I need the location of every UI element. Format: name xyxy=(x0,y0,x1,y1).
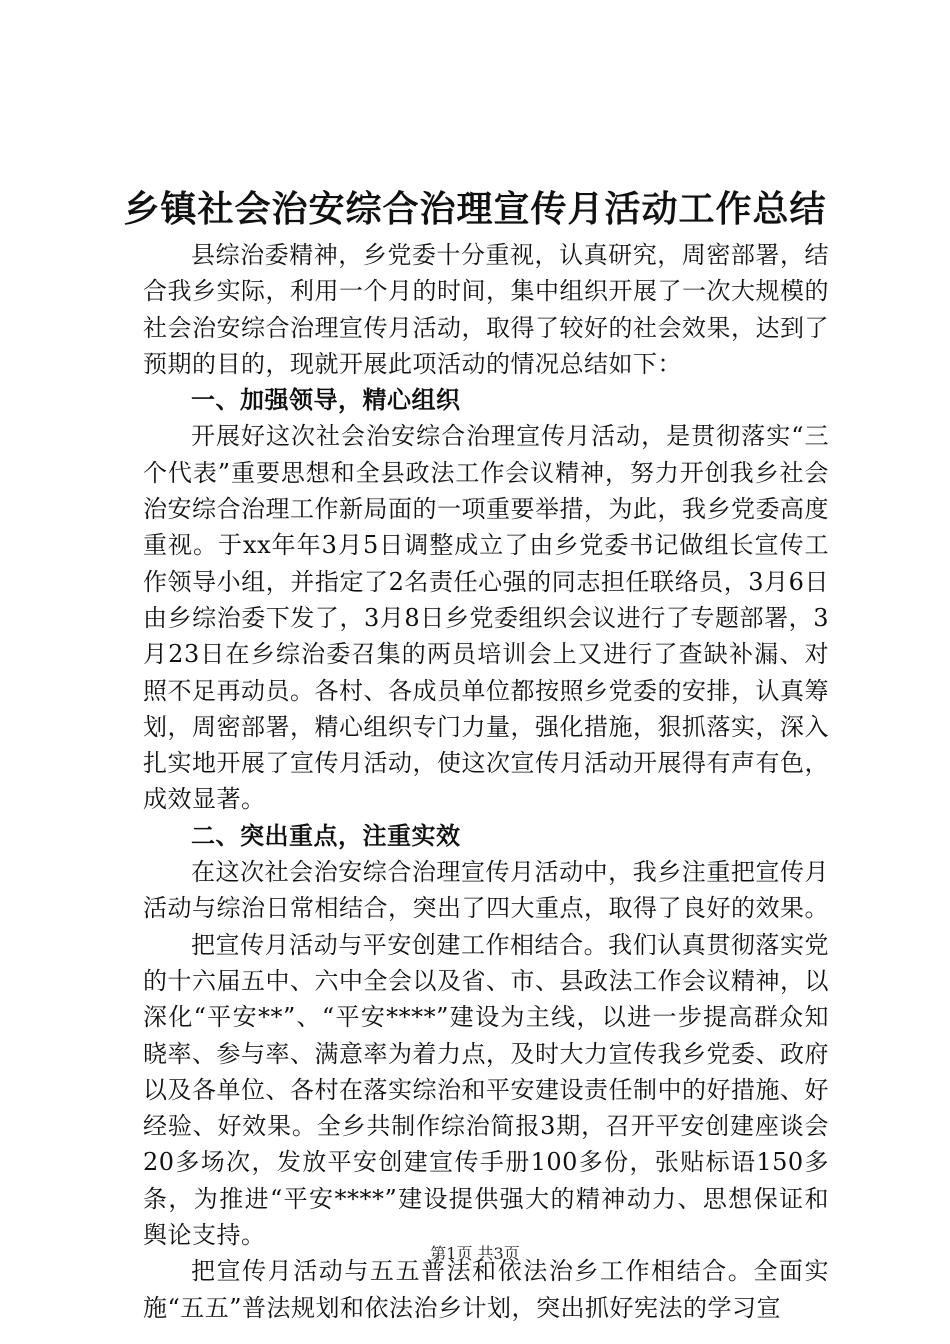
page-footer: 第1页 共3页 xyxy=(430,1244,520,1263)
section-2-paragraph-3: 把宣传月活动与五五普法和依法治乡工作相结合。全面实施“五五”普法规划和依法治乡计划，突出抓好宪法的学习宣 xyxy=(143,1257,829,1322)
section-2-paragraph-1: 在这次社会治安综合治理宣传月活动中，我乡注重把宣传月活动与综治日常相结合，突出了四大重点，取得了良好的效果。 xyxy=(143,858,829,923)
intro-paragraph: 县综治委精神，乡党委十分重视，认真研究，周密部署，结合我乡实际，利用一个月的时间，集中组织开展了一次大规模的社会治安综合治理宣传月活动，取得了较好的社会效果，达到了预期的目的，现就开展此项活动的情况总结如下： xyxy=(143,241,829,378)
section-1-paragraph: 开展好这次社会治安综合治理宣传月活动，是贯彻落实“三个代表”重要思想和全县政法工作会议精神，努力开创我乡社会治安综合治理工作新局面的一项重要举措，为此，我乡党委高度重视。于xx年年3月5日调整成立了由乡党委书记做组长宣传工作领导小组，并指定了2名责任心强的同志担任联络员，3月6日由乡综治委下发了，3月8日乡党委组织会议进行了专题部署，3月23日在乡综治委召集的两员培训会上又进行了查缺补漏、对照不足再动员。各村、各成员单位都按照乡党委的安排，认真筹划，周密部署，精心组织专门力量，强化措施，狠抓落实，深入扎实地开展了宣传月活动，使这次宣传月活动开展得有声有色，成效显著。 xyxy=(143,422,829,814)
document-title: 乡镇社会治安综合治理宣传月活动工作总结 xyxy=(123,189,827,230)
section-heading-2: 二、突出重点，注重实效 xyxy=(191,821,461,850)
section-heading-1: 一、加强领导，精心组织 xyxy=(191,386,461,415)
document-body xyxy=(143,237,829,1326)
section-2-paragraph-2: 把宣传月活动与平安创建工作相结合。我们认真贯彻落实党的十六届五中、六中全会以及省、市、县政法工作会议精神，以深化“平安**”、“平安****”建设为主线，以进一步提高群众知晓率、参与率、满意率为着力点，及时大力宣传我乡党委、政府以及各单位、各村在落实综治和平安建设责任制中的好措施、好经验、好效果。全乡共制作综治简报3期，召开平安创建座谈会20多场次，发放平安创建宣传手册100多份，张贴标语150多条，为推进“平安****”建设提供强大的精神动力、思想保证和舆论支持。 xyxy=(143,930,829,1250)
